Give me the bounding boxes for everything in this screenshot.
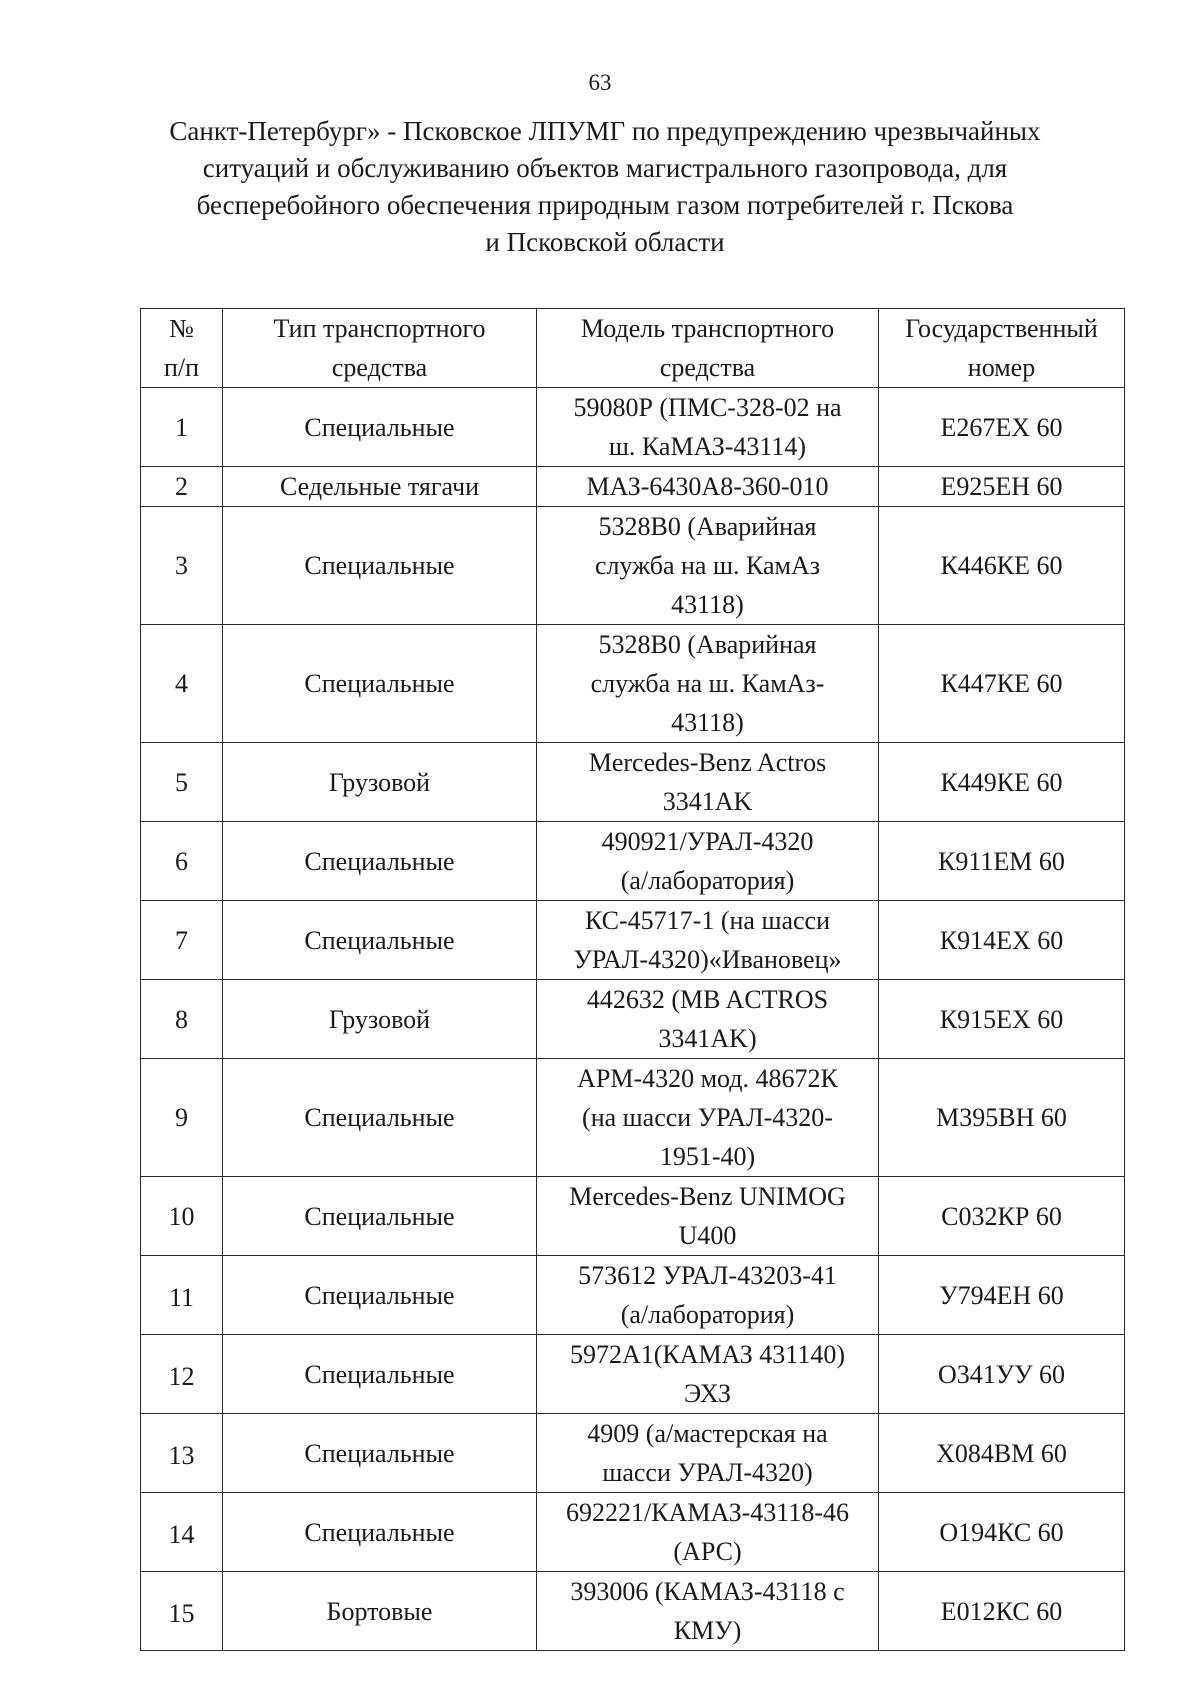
model-line: Mercedes-Benz UNIMOG [569,1182,846,1211]
model-line: ЭХЗ [684,1379,731,1408]
table-row [141,743,1125,822]
cell-plate-number: С032КР 60 [879,1177,1125,1256]
table-row [141,822,1125,901]
model-line: АРМ-4320 мод. 48672К [577,1064,838,1093]
model-line: 3341AK [662,787,753,816]
model-line: 490921/УРАЛ-4320 [601,827,814,856]
cell-plate-number: О341УУ 60 [879,1335,1125,1414]
cell-plate-number: К914ЕХ 60 [879,901,1125,980]
cell-num: 9 [141,1059,223,1177]
cell-vehicle-model [537,1335,879,1414]
table-row [141,1059,1125,1177]
cell-num: 2 [141,467,223,507]
cell-vehicle-model [537,901,879,980]
cell-vehicle-type: Специальные [223,822,537,901]
cell-vehicle-model [537,743,879,822]
cell-vehicle-model [537,625,879,743]
model-line: 393006 (КАМАЗ-43118 с [570,1577,845,1606]
table-row [141,1414,1125,1493]
cell-vehicle-model [537,1256,879,1335]
cell-vehicle-type: Специальные [223,1059,537,1177]
model-line: 5972А1(КАМАЗ 431140) [569,1340,846,1369]
cell-num: 7 [141,901,223,980]
cell-vehicle-type: Седельные тягачи [223,467,537,507]
cell-vehicle-type: Грузовой [223,743,537,822]
model-line: МАЗ-6430А8-360-010 [586,472,829,501]
header-plate-number: Государственный номер [879,309,1125,388]
cell-vehicle-model [537,467,879,507]
table-header-row [141,309,1125,388]
cell-num: 10 [141,1177,223,1256]
cell-vehicle-model [537,1493,879,1572]
cell-plate-number: К911ЕМ 60 [879,822,1125,901]
cell-plate-number: К447КЕ 60 [879,625,1125,743]
model-line: 43118) [671,708,744,737]
model-line: 43118) [671,590,744,619]
cell-plate-number: М395ВН 60 [879,1059,1125,1177]
cell-vehicle-model [537,507,879,625]
model-line: 5328В0 (Аварийная [598,630,817,659]
model-line: 692221/КАМАЗ-43118-46 [566,1498,849,1527]
model-line: (а/лаборатория) [620,866,795,895]
cell-vehicle-model [537,980,879,1059]
table-row [141,1493,1125,1572]
model-line: ш. КаМАЗ-43114) [608,432,807,461]
model-line: 573612 УРАЛ-43203-41 [578,1261,837,1290]
header-num: № п/п [141,309,223,388]
vehicle-table [140,308,1125,1651]
cell-num: 6 [141,822,223,901]
model-line: (на шасси УРАЛ-4320- [582,1103,833,1132]
cell-vehicle-model [537,1572,879,1651]
header-vehicle-model: Модель транспортного средства [537,309,879,388]
table-row [141,1335,1125,1414]
model-line: U400 [678,1221,737,1250]
cell-vehicle-type: Грузовой [223,980,537,1059]
table-row [141,1256,1125,1335]
cell-num: 4 [141,625,223,743]
model-line: 5328В0 (Аварийная [598,512,817,541]
cell-plate-number: К915ЕХ 60 [879,980,1125,1059]
cell-num: 11 [141,1256,223,1335]
model-line: КМУ) [673,1616,742,1645]
model-line: Mercedes-Benz Actros [588,748,827,777]
cell-vehicle-type: Специальные [223,388,537,467]
document-heading [130,113,1080,261]
cell-vehicle-type: Специальные [223,1414,537,1493]
cell-num: 5 [141,743,223,822]
cell-num: 13 [141,1414,223,1493]
cell-num: 8 [141,980,223,1059]
cell-plate-number: Е012КС 60 [879,1572,1125,1651]
cell-plate-number: Е267ЕХ 60 [879,388,1125,467]
cell-vehicle-model [537,388,879,467]
cell-plate-number: О194КС 60 [879,1493,1125,1572]
cell-num: 12 [141,1335,223,1414]
cell-vehicle-type: Специальные [223,1256,537,1335]
cell-plate-number: К449КЕ 60 [879,743,1125,822]
model-line: 4909 (а/мастерская на [587,1419,828,1448]
cell-num: 3 [141,507,223,625]
table-row [141,1177,1125,1256]
model-line: служба на ш. КамАз [594,551,821,580]
cell-vehicle-type: Специальные [223,625,537,743]
model-line: шасси УРАЛ-4320) [602,1458,813,1487]
cell-plate-number: Х084ВМ 60 [879,1414,1125,1493]
heading-line: ситуаций и обслуживанию объектов магистрального газопровода, для [202,153,1008,183]
cell-num: 15 [141,1572,223,1651]
cell-num: 1 [141,388,223,467]
heading-line: и Псковской области [485,227,725,257]
cell-vehicle-type: Специальные [223,1177,537,1256]
cell-vehicle-model [537,1414,879,1493]
model-line: КС-45717-1 (на шасси [584,906,831,935]
cell-plate-number: К446КЕ 60 [879,507,1125,625]
model-line: 59080Р (ПМС-328-02 на [573,393,842,422]
header-vehicle-type: Тип транспортного средства [223,309,537,388]
cell-vehicle-type: Специальные [223,901,537,980]
table-row [141,901,1125,980]
model-line: УРАЛ-4320)«Ивановец» [573,945,842,974]
table-row [141,625,1125,743]
model-line: служба на ш. КамАз- [590,669,825,698]
cell-vehicle-model [537,822,879,901]
cell-vehicle-type: Специальные [223,1335,537,1414]
cell-num: 14 [141,1493,223,1572]
model-line: (а/лаборатория) [620,1300,795,1329]
page-number: 63 [588,70,612,95]
table-row [141,1572,1125,1651]
table-row [141,507,1125,625]
cell-plate-number: У794ЕН 60 [879,1256,1125,1335]
heading-line: бесперебойного обеспечения природным газом потребителей г. Пскова [196,190,1014,220]
table-row [141,467,1125,507]
cell-vehicle-type: Специальные [223,1493,537,1572]
cell-vehicle-type: Специальные [223,507,537,625]
cell-vehicle-type: Бортовые [223,1572,537,1651]
table-row [141,980,1125,1059]
cell-vehicle-model [537,1059,879,1177]
model-line: (АРС) [673,1537,742,1566]
cell-vehicle-model [537,1177,879,1256]
model-line: 442632 (MB ACTROS [586,985,829,1014]
table-body [141,388,1125,1651]
table-row [141,388,1125,467]
cell-plate-number: Е925ЕН 60 [879,467,1125,507]
model-line: 3341AK) [658,1024,757,1053]
model-line: 1951-40) [659,1142,756,1171]
heading-line: Санкт-Петербург» - Псковское ЛПУМГ по предупреждению чрезвычайных [169,116,1041,146]
